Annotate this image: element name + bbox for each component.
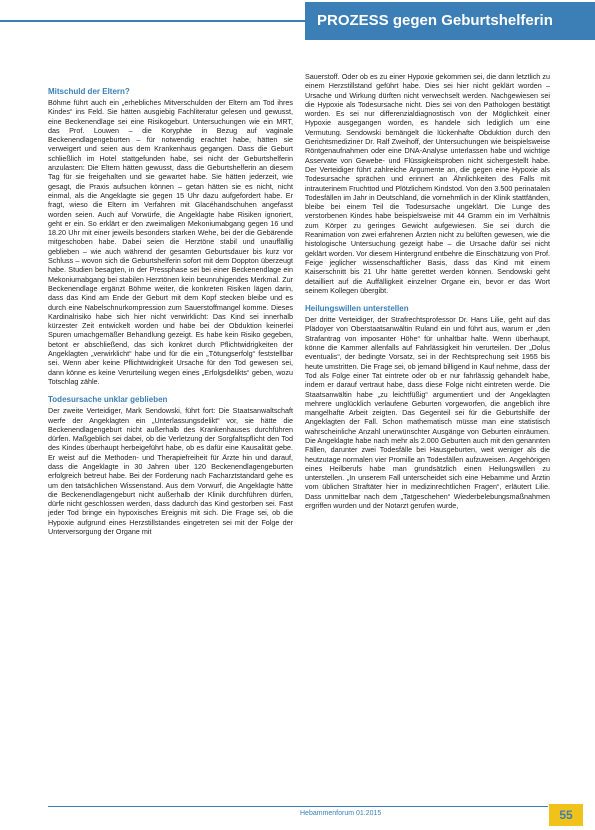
subhead-3: Heilungswillen unterstellen	[305, 304, 409, 314]
left-column	[48, 86, 293, 536]
footer-rule	[48, 806, 548, 807]
section-title: PROZESS gegen Geburtshelferin	[317, 12, 553, 29]
subhead-2: Todesursache unklar geblieben	[48, 395, 168, 405]
page-number: 55	[549, 804, 583, 826]
section-header	[305, 2, 595, 40]
paragraph-2: Der zweite Verteidiger, Mark Sendowski, führt fort: Die Staatsanwaltschaft werfe der Angeklagten ein „Unterlassungsdelikt“ vor, sie hätte die Beckenendlagengeburt nicht außerhalb des Krankenhauses durchführen dürfen. Maßgeblich sei dabei, ob die Verletzung der Sorgfaltspflicht den Tod des Kindes überhaupt herbeigeführt habe, ob es dafür eine Kausalität gebe. Er weist auf die Methoden- und Therapiefreiheit für Ärzte hin und darauf, dass die Angeklagte in 30 Jahren über 120 Beckenendlagengeburten erfolgreich betreut habe. Bei der Forderung nach Facharztstandard gehe es um den tatsächlichen Wissenstand. Aus dem Vorwurf, die Angeklagte hätte die Beckenendlagengeburt nicht außerhalb der Klinik durchführen dürfen, dürfe nicht geschlossen werden, dass dadurch das Kind gestorben sei. Fast jeder Tod bringe ein hypoxisches Ereignis mit sich. Die Frage sei, ob die Hypoxie aufgrund eines Herzstillstandes eingetreten sei mit der Folge der Unterversorgung der Organe mit	[48, 406, 293, 537]
right-column	[305, 72, 550, 510]
footer-publication: Hebammenforum 01.2015	[300, 810, 382, 817]
subhead-1: Mitschuld der Eltern?	[48, 87, 130, 96]
paragraph-3: Sauerstoff. Oder ob es zu einer Hypoxie gekommen sei, die dann letztlich zu einem Herzstillstand geführt habe. Dies sei hier nicht geklärt worden – Ursache und Wirkung dürften nicht verwechselt werden. Nachgewiesen sei die Hypoxie als Todesursache nicht. Dies sei von den Pathologen bestätigt worden. Es sei nur differenzialdiagnostisch von der Möglichkeit einer Hypoxie ausgegangen worden, es handele sich lediglich um eine Vermutung. Sendowski bemängelt die lückenhafte Obduktion durch den Gerichtsmediziner Dr. Ralf Zweihoff, der Untersuchungen wie beispielsweise Röntgenaufnahmen oder eine DNA-Analyse unterlassen habe und wichtige Asservate von Gewebe- und Flüssigkeitsproben nicht sichergestellt habe. Der Verteidiger führt zahlreiche Argumente an, die gegen eine Hypoxie als Todesursache sprächen und erinnert an Ähnlichkeiten des Falls mit intrauterinem Fruchttod und Plötzlichem Kindstod. Von den 3.500 perinatalen Todesfällen im Jahr in Deutschland, die vornehmlich in der Klinik stattfänden, bleibe bei einem Teil die Todesursache ungeklärt. Die Lunge des verstorbenen Kindes habe beispielsweise mit 44 Gramm ein im Verhältnis zum Körper zu geringes Gewicht aufgewiesen. Sie sei durch die Reanimation von zwei erfahrenen Ärzten nicht zu belüften gewesen, wie die histologische Untersuchung gezeigt habe – die Ursache dafür sei nicht geklärt worden. Vor diesem Hintergrund entbehre die Einschätzung von Prof. Feige jeglicher wissenschaftlicher Basis, dass das Kind mit einem Kaiserschnitt bis 21 Uhr hätte gerettet werden können. Sendowski geht detailliert auf die Auffälligkeit einzelner Organe ein, bevor er das Wort seinem Kollegen übergibt.	[305, 72, 550, 295]
paragraph-4: Der dritte Verteidiger, der Strafrechtsprofessor Dr. Hans Lilie, geht auf das Plädoyer von Oberstaatsanwältin Ruland ein und führt aus, warum er „den Strafantrag von imposanter Höhe“ für unhaltbar halte. Wenn überhaupt, könne die Kammer allenfalls auf Fahrlässigkeit hin verurteilen. Der „Dolus eventualis“, der bedingte Vorsatz, sei in der Rechtsprechung seit 1955 bis heute umstritten. Die Frage sei, ob jemand billigend in Kauf nehme, dass der Tod als Folge einer Tat eintrete oder ob er nur fahrlässig gehandelt habe, indem er darauf vertraut habe, dass diese Folge nicht eintreten werde. Die Staatsanwältin habe „zu leichtfüßig“ argumentiert und der Angeklagten mehrere unglücklich verlaufene Geburten vorgeworfen, die angeblich ihre mangelhafte Arbeit zeigten. Das Gegenteil sei für die Geburtshilfe der Angeklagten der Fall. Schon mathematisch müsse man eine statistisch wahrscheinliche Anzahl unerwünschter Ausgänge von Geburten einräumen. Die Angeklagte habe nach mehr als 2.000 Geburten auch mit den genannten Fällen, darunter zwei Todesfälle bei Hausgeburten, weit weniger als die heutzutage normalen vier Promille an Todesfällen aufzuweisen. Angehörigen eines Heilberufs habe man grundsätzlich einen Heilungswillen zu unterstellen. „In unserem Fall unterscheidet sich eine Hebamme und Ärztin vom üblichen Straftäter hier in medizinrechtlichen Fragen“, erläutert Lilie. Dass unmittelbar nach dem „Tatgeschehen“ Wiederbelebungsmaßnahmen ergriffen wurden und der Notarzt gerufen wurde,	[305, 315, 550, 511]
paragraph-1: Böhme führt auch ein „erhebliches Mitverschulden der Eltern am Tod ihres Kindes“ ins Feld. Sie hätten ausgiebig Fachliteratur gelesen und gewusst, eine Beckenendlage sei eine Risikogeburt. Untersuchungen wie ein MRT, das Prof. Louwen – die Koryphäe in Bezug auf vaginale Beckenendlagengeburten – für notwendig erachtet habe, hätten sie verweigert und seien aus dem Krankenhaus gegangen. Dass die Geburt schließlich im Hotel stattgefunden habe, sei nicht der Geburtshelferin anzulasten: Die Eltern hätten gewusst, dass die Geburtshelferin an diesem Tag für sie freigehalten und sie gewartet habe. Sie hätten jederzeit, wie gesagt, die Praxis aufsuchen können – getan hätten sie es nicht, nicht einmal, als die Angeklagte sie gegen 15 Uhr dazu aufgefordert habe. Er fragt, wieso die Eltern im Verfahren mit Glacéhandschuhen angefasst worden seien. Auch auf Vorwürfe, die Angeklagte habe Risiken ignoriert, geht er ein. So erklärt er den zweimaligen Mekoniumabgang gegen 16 und 18.20 Uhr mit einer jeweils besonders starken Wehe, bei der die Gebärende mitgeschoben habe. Dabei seien die Herztöne stabil und unauffällig geblieben – wie auch während der gesamten Geburtsdauer bis kurz vor Schluss – wovon sich die Geburtshelferin sofort mit dem Doppton überzeugt habe. Studien besagten, in der Pressphase sei bei einer Beckenendlage ein Mekoniumabgang bei stabilen Herztönen kein beunruhigendes Merkmal. Zur Beckenendlage ergänzt Böhme weiter, die konkreten Risiken lägen darin, dass das Kind am Ende der Geburt mit dem Kopf stecken bleibe und es durch eine Nabelschnurkompression zum Sauerstoffmangel komme. Dieses Kardinalrisiko habe sich hier nicht verwirklicht: Das Kind sei innerhalb kürzester Zeit entwickelt worden und habe bei der Obduktion keinerlei Spuren umachgemäßer Behandlung gezeigt. Es habe kein Risiko gegeben, betont er abschließend, das sich konkret durch Pflichtwidrigkeiten der Angeklagten „verwirklicht“ habe und für die ein „Tötungserfolg“ feststellbar sei. Wenn aber keine Pflichtwidrigkeit Ursache für den Tod gewesen sei, dann könne es keine Verurteilung wegen eines „Erfolgsdelikts“ geben, wozu Totschlag zähle.	[48, 98, 293, 386]
